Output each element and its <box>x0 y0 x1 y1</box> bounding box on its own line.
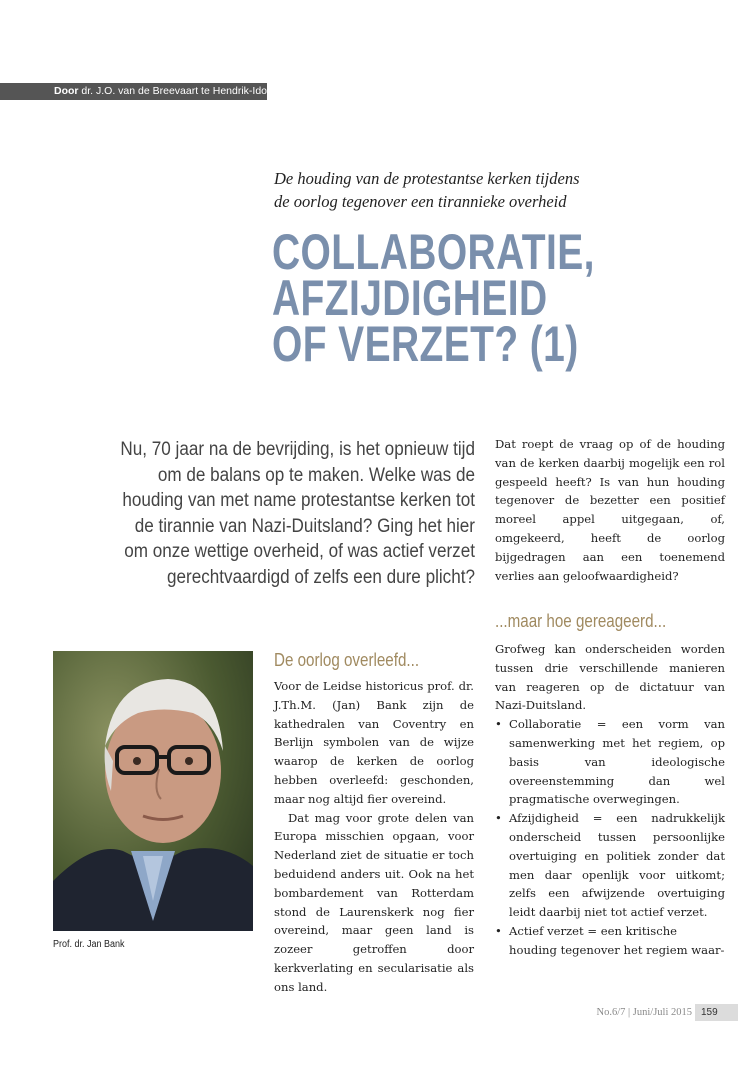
title-line-2: AFZIJDIGHEID <box>272 270 548 326</box>
section-heading-survived: De oorlog overleefd... <box>274 649 420 670</box>
middle-paragraph-2: Dat mag voor grote delen van Europa misschien opgaan, voor Nederland ziet de situatie er toch beduidend anders uit. Ook na het bombardement van Rotterdam stond de Laurenskerk nog fier overeind, maar geen land is zozeer getroffen door kerkverlating en secularisatie als ons land. <box>274 810 474 994</box>
right-intro-column <box>495 435 725 585</box>
portrait-illustration <box>53 651 253 931</box>
article-subtitle <box>274 167 674 213</box>
article-title <box>272 224 709 372</box>
page-number: 159 <box>695 1004 738 1021</box>
list-item-text: Afzijdigheid = een nadrukkelijk onderscheid tussen persoonlijke overtuiging en politiek zonder dat men daar openlijk voor uitkomt; zelfs een afwijzende overtuiging leidt daarbij niet tot actief verzet. <box>509 811 725 920</box>
reactions-intro: Grofweg kan onderscheiden worden tussen drie verschillende manieren van reageren op de dictatuur van Nazi-Duitsland. <box>495 642 725 713</box>
list-item-text: Collaboratie = een vorm van samenwerking met het regiem, op basis van ideologische overeenstemming dan wel pragmatische overwegingen. <box>509 717 725 807</box>
middle-column <box>274 677 474 997</box>
middle-paragraph-1: Voor de Leidse historicus prof. dr. J.Th.M. (Jan) Bank zijn de kathedralen van Coventry en Berlijn symbolen van de wijze waarop de kerken de oorlog hebben overleefd: geschonden, maar nog altijd fier overeind. <box>274 679 474 806</box>
list-item <box>495 715 725 809</box>
title-line-1: COLLABORATIE, <box>272 224 595 280</box>
bullet-icon: • <box>495 717 502 732</box>
reactions-list <box>495 715 725 959</box>
bullet-icon: • <box>495 923 502 938</box>
right-intro-text: Dat roept de vraag op of de houding van de kerken daarbij mogelijk een rol gespeeld heeft? Is van hun houding tegenover de bezetter een positief moreel appel uitgegaan, of, omgekeerd, heeft de oorlog bijgedragen aan een toenemend verlies aan geloofwaardigheid? <box>495 437 725 583</box>
issue-info: No.6/7 | Juni/Juli 2015 <box>596 1007 692 1018</box>
byline-author: dr. J.O. van de Breevaart te Hendrik-Ido-Ambacht <box>78 85 312 97</box>
portrait-photo <box>53 651 253 931</box>
list-item-text: Actief verzet = een kritische houding tegenover het regiem waar- <box>509 923 725 957</box>
lead-paragraph: Nu, 70 jaar na de bevrijding, is het opnieuw tijd om de balans op te maken. Welke was de houding van met name protestantse kerken tot de tirannie van Nazi-Duitsland? Ging het hier om onze wettige overheid, of was actief verzet gerechtvaardigd of zelfs een dure plicht? <box>120 439 476 588</box>
author-byline <box>0 83 312 100</box>
bullet-icon: • <box>495 811 502 826</box>
byline-lead: Door <box>54 85 79 97</box>
subtitle-line-2: de oorlog tegenover een tirannieke overheid <box>274 192 567 211</box>
title-line-3: OF VERZET? (1) <box>272 316 579 372</box>
photo-caption: Prof. dr. Jan Bank <box>53 939 125 950</box>
subtitle-line-1: De houding van de protestantse kerken tijdens <box>274 169 580 188</box>
list-item <box>495 922 725 960</box>
reactions-column <box>495 640 725 960</box>
list-item <box>495 809 725 922</box>
section-heading-reactions: ...maar hoe gereageerd... <box>495 610 667 631</box>
